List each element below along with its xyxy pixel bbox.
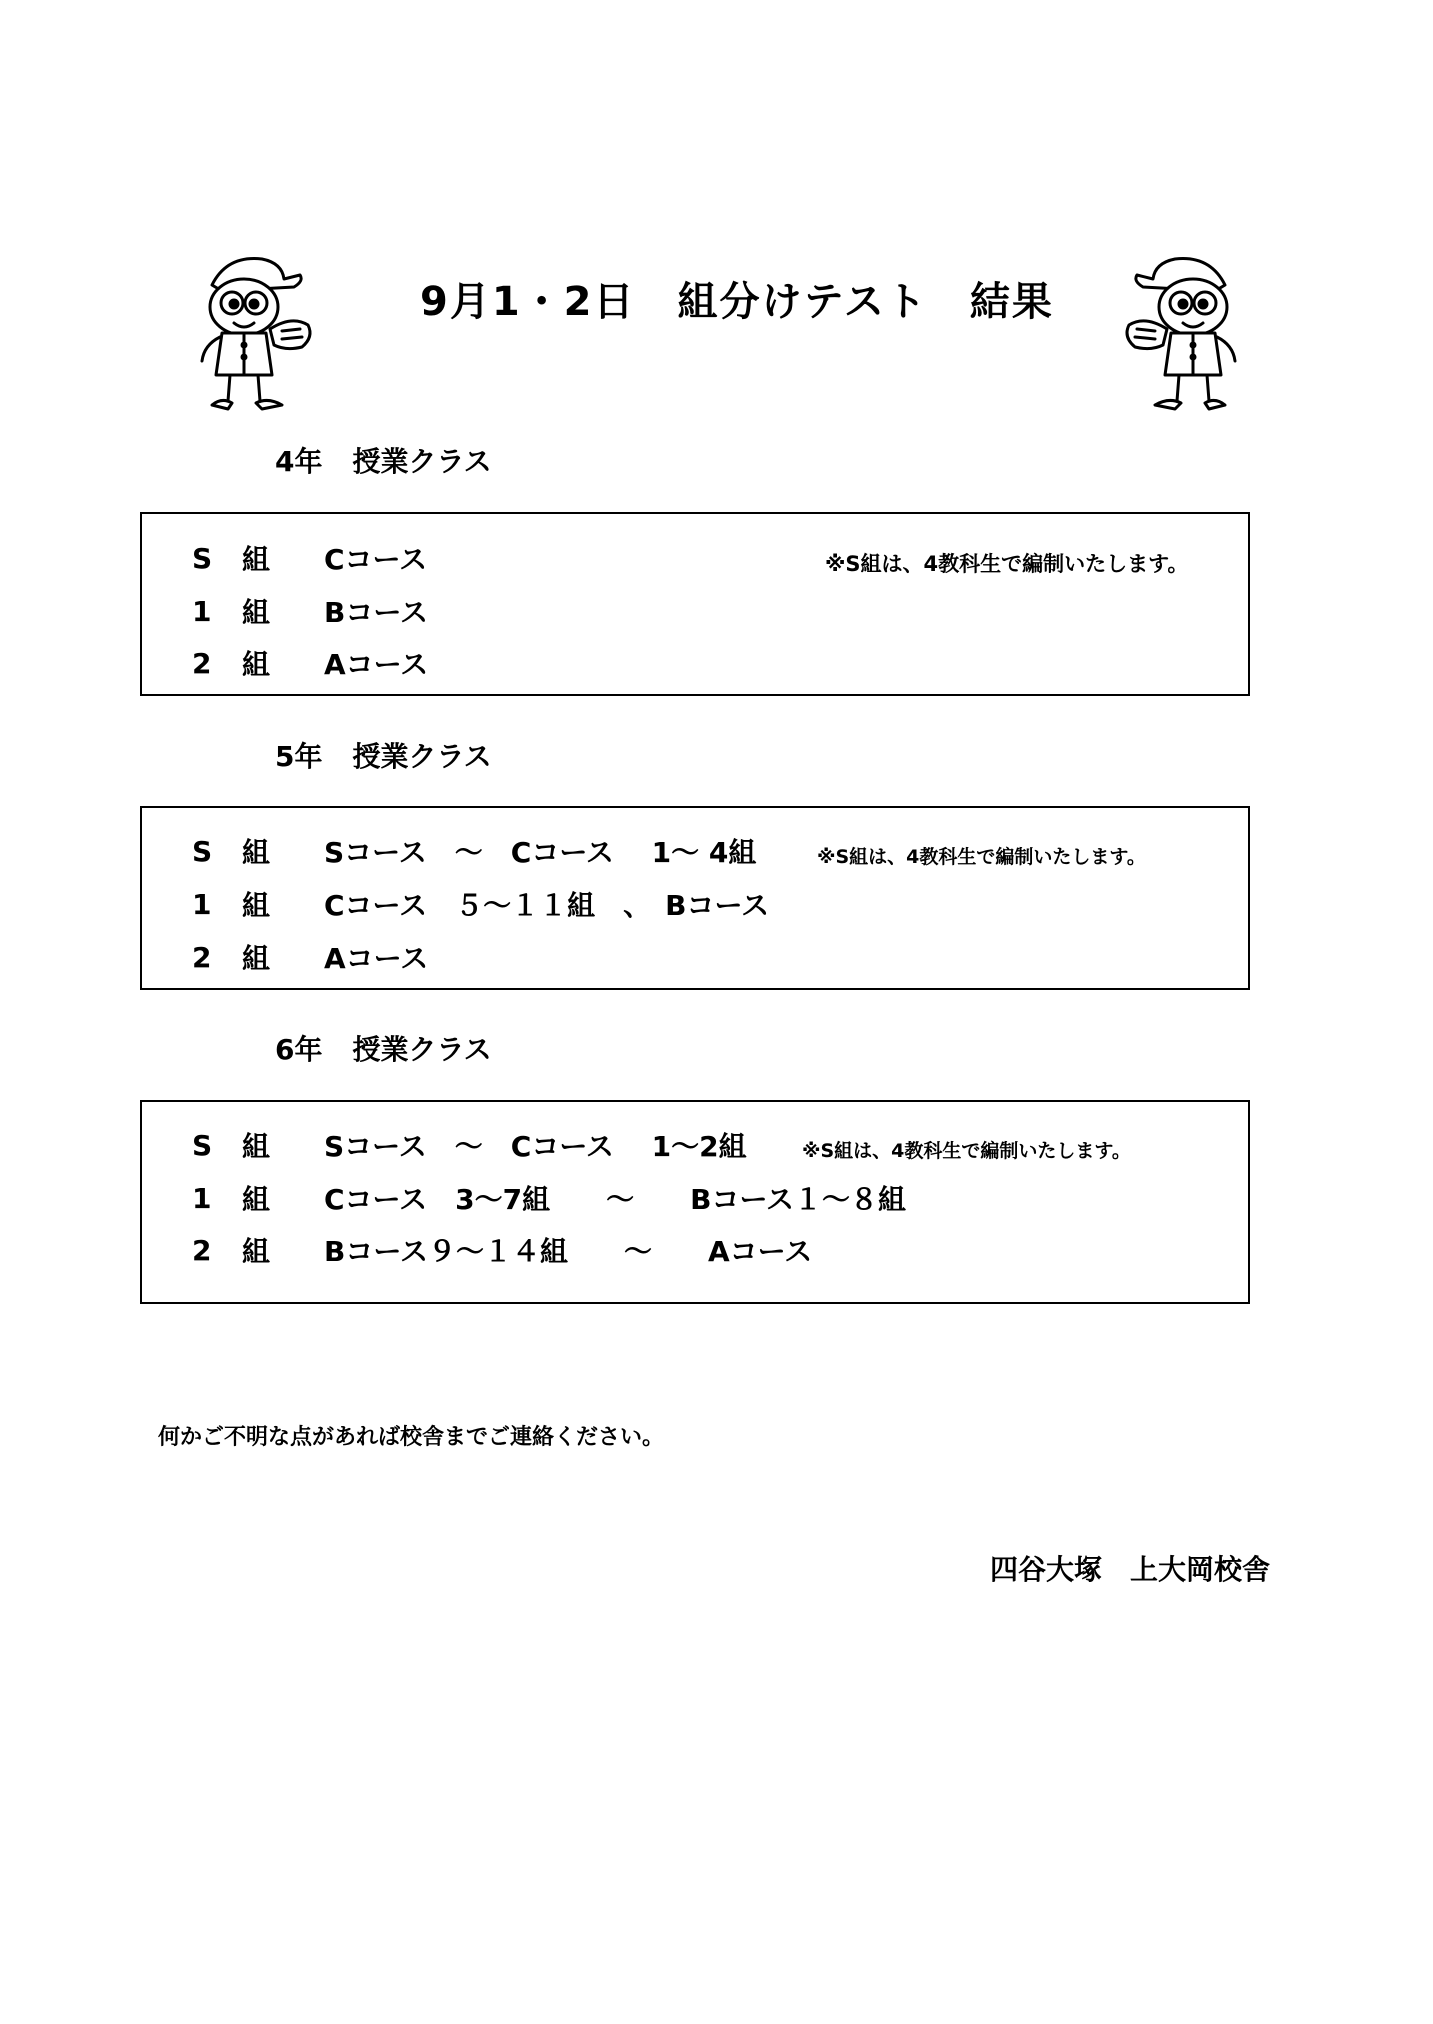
- kumi-label: 組: [242, 543, 271, 576]
- kumi-label: 組: [242, 889, 271, 922]
- page-title: 9月1・2日 組分けテスト 結果: [420, 279, 1054, 325]
- class-id: S: [192, 834, 213, 868]
- grade-heading-5: [275, 735, 492, 775]
- class-id: 2: [192, 646, 212, 680]
- kumi-label: 組: [242, 1130, 271, 1163]
- kumi-label: 組: [242, 1235, 271, 1268]
- course-text: Bコース９～１４組 ～ Aコース: [324, 1235, 813, 1268]
- course-text: Sコース ～ Cコース 1～ 4組: [324, 836, 757, 869]
- baseball-kid-mascot-icon: [182, 245, 322, 415]
- class-label: 授業クラス: [352, 445, 492, 478]
- kumi-label: 組: [242, 648, 271, 681]
- kumi-label: 組: [242, 596, 271, 629]
- class-id: 2: [192, 940, 212, 974]
- class-box-6: [140, 1100, 1250, 1304]
- kumi-label: 組: [242, 1183, 271, 1216]
- kumi-label: 組: [242, 942, 271, 975]
- class-row: [192, 1230, 812, 1270]
- course-text: Cコース 3～7組 ～ Bコース１～８組: [324, 1183, 907, 1216]
- course-text: Bコース: [324, 596, 428, 629]
- course-text: Aコース: [324, 942, 429, 975]
- class-box-4: [140, 512, 1250, 696]
- course-text: Cコース: [324, 543, 428, 576]
- course-text: Aコース: [324, 648, 429, 681]
- kumi-label: 組: [242, 836, 271, 869]
- class-box-5: [140, 806, 1250, 990]
- s-class-note: ※S組は、4教科生で編制いたします。: [817, 846, 1146, 868]
- class-id: 1: [192, 594, 212, 628]
- grade-label: 5年: [275, 740, 323, 773]
- grade-heading-4: [275, 440, 492, 480]
- class-label: 授業クラス: [352, 1033, 492, 1066]
- grade-heading-6: [275, 1028, 492, 1068]
- grade-label: 6年: [275, 1033, 323, 1066]
- class-row: [192, 1178, 906, 1218]
- class-row: [192, 937, 428, 977]
- s-class-note: ※S組は、4教科生で編制いたします。: [802, 1140, 1131, 1162]
- class-row: [192, 884, 769, 924]
- class-label: 授業クラス: [352, 740, 492, 773]
- class-row: [192, 643, 428, 683]
- class-id: 1: [192, 887, 212, 921]
- class-id: S: [192, 1128, 213, 1162]
- course-text: Sコース ～ Cコース 1～2組: [324, 1130, 747, 1163]
- class-id: 1: [192, 1181, 212, 1215]
- class-row: [192, 538, 427, 578]
- class-row: [192, 1125, 747, 1165]
- class-row: [192, 591, 428, 631]
- course-text: Cコース ５～１１組 、 Bコース: [324, 889, 770, 922]
- school-signature: 四谷大塚 上大岡校舎: [990, 1553, 1271, 1586]
- baseball-kid-mascot-icon: [1115, 245, 1255, 415]
- s-class-note: ※S組は、4教科生で編制いたします。: [825, 552, 1189, 576]
- class-id: 2: [192, 1233, 212, 1267]
- grade-label: 4年: [275, 445, 323, 478]
- class-row: [192, 831, 756, 871]
- contact-note: 何かご不明な点があれば校舎までご連絡ください。: [158, 1425, 665, 1450]
- class-id: S: [192, 541, 213, 575]
